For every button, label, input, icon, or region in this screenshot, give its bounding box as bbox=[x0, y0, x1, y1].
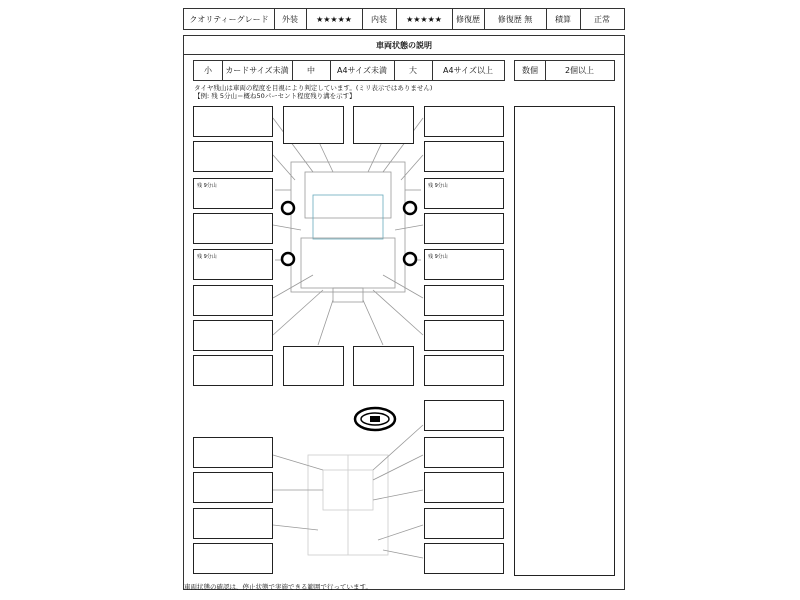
repair-label: 修復歴 bbox=[452, 9, 485, 29]
legend-small-desc: カードサイズ未満 bbox=[222, 61, 293, 80]
meter-value: 正常 bbox=[594, 14, 610, 24]
damage-box-r13 bbox=[424, 543, 504, 574]
meter-label: 積算 bbox=[546, 9, 581, 29]
damage-box-c2 bbox=[353, 106, 414, 144]
size-legend bbox=[193, 60, 505, 81]
interior-stars: ★★★★★ bbox=[396, 9, 453, 29]
damage-box-r10 bbox=[424, 437, 504, 468]
damage-box-l3 bbox=[193, 178, 273, 209]
tire-rear-left-icon bbox=[280, 251, 296, 267]
legend-small-label: 小 bbox=[194, 61, 223, 80]
tire-tread-rear-right: 残 9分山 bbox=[428, 254, 448, 260]
legend-count-label: 数個 bbox=[515, 61, 546, 80]
damage-box-l7 bbox=[193, 320, 273, 351]
damage-box-l11 bbox=[193, 508, 273, 539]
damage-box-r7 bbox=[424, 320, 504, 351]
damage-box-r9 bbox=[424, 400, 504, 431]
section-title: 車両状態の説明 bbox=[184, 36, 624, 55]
exterior-label: 外装 bbox=[274, 9, 307, 29]
damage-box-r2 bbox=[424, 141, 504, 172]
damage-box-l8 bbox=[193, 355, 273, 386]
legend-medium-label: 中 bbox=[292, 61, 331, 80]
tire-tread-rear-left: 残 9分山 bbox=[197, 254, 217, 260]
damage-box-c3 bbox=[283, 346, 344, 386]
damage-box-c1 bbox=[283, 106, 344, 144]
damage-box-r1 bbox=[424, 106, 504, 137]
tire-tread-front-left: 残 9分山 bbox=[197, 183, 217, 189]
tire-note-line1: タイヤ残山は車両の程度を目視により判定しています。(ミリ表示ではありません) bbox=[194, 84, 433, 92]
damage-box-r11 bbox=[424, 472, 504, 503]
interior-label: 内装 bbox=[362, 9, 397, 29]
count-legend bbox=[514, 60, 615, 81]
damage-box-c4 bbox=[353, 346, 414, 386]
damage-box-r12 bbox=[424, 508, 504, 539]
damage-box-l2 bbox=[193, 141, 273, 172]
tire-note-line2: 【例: 残 5分山＝概ね50パーセント程度残り溝を示す】 bbox=[194, 92, 356, 100]
damage-box-r3 bbox=[424, 178, 504, 209]
quality-grade-label: クオリティーグレード bbox=[184, 9, 275, 29]
steering-wheel-icon bbox=[352, 405, 398, 433]
legend-count-desc: 2個以上 bbox=[564, 66, 595, 75]
damage-box-l10 bbox=[193, 472, 273, 503]
damage-box-r5 bbox=[424, 249, 504, 280]
tire-front-right-icon bbox=[402, 200, 418, 216]
tire-rear-right-icon bbox=[402, 251, 418, 267]
damage-box-r4 bbox=[424, 213, 504, 244]
legend-large-desc: A4サイズ以上 bbox=[443, 66, 493, 75]
exterior-stars: ★★★★★ bbox=[306, 9, 363, 29]
tire-tread-front-right: 残 9分山 bbox=[428, 183, 448, 189]
remarks-box bbox=[514, 106, 615, 576]
repair-value: 修復歴 無 bbox=[484, 9, 547, 29]
grade-row bbox=[183, 8, 625, 30]
damage-box-l1 bbox=[193, 106, 273, 137]
damage-box-l4 bbox=[193, 213, 273, 244]
damage-box-r6 bbox=[424, 285, 504, 316]
legend-large-label: 大 bbox=[394, 61, 433, 80]
damage-box-l12 bbox=[193, 543, 273, 574]
footer-note: 車両状態の確認は、停止状態で実施できる範囲で行っています。 bbox=[184, 583, 372, 591]
damage-box-l5 bbox=[193, 249, 273, 280]
tire-front-left-icon bbox=[280, 200, 296, 216]
damage-box-r8 bbox=[424, 355, 504, 386]
damage-box-l6 bbox=[193, 285, 273, 316]
damage-box-l9 bbox=[193, 437, 273, 468]
legend-medium-desc: A4サイズ未満 bbox=[330, 61, 395, 80]
